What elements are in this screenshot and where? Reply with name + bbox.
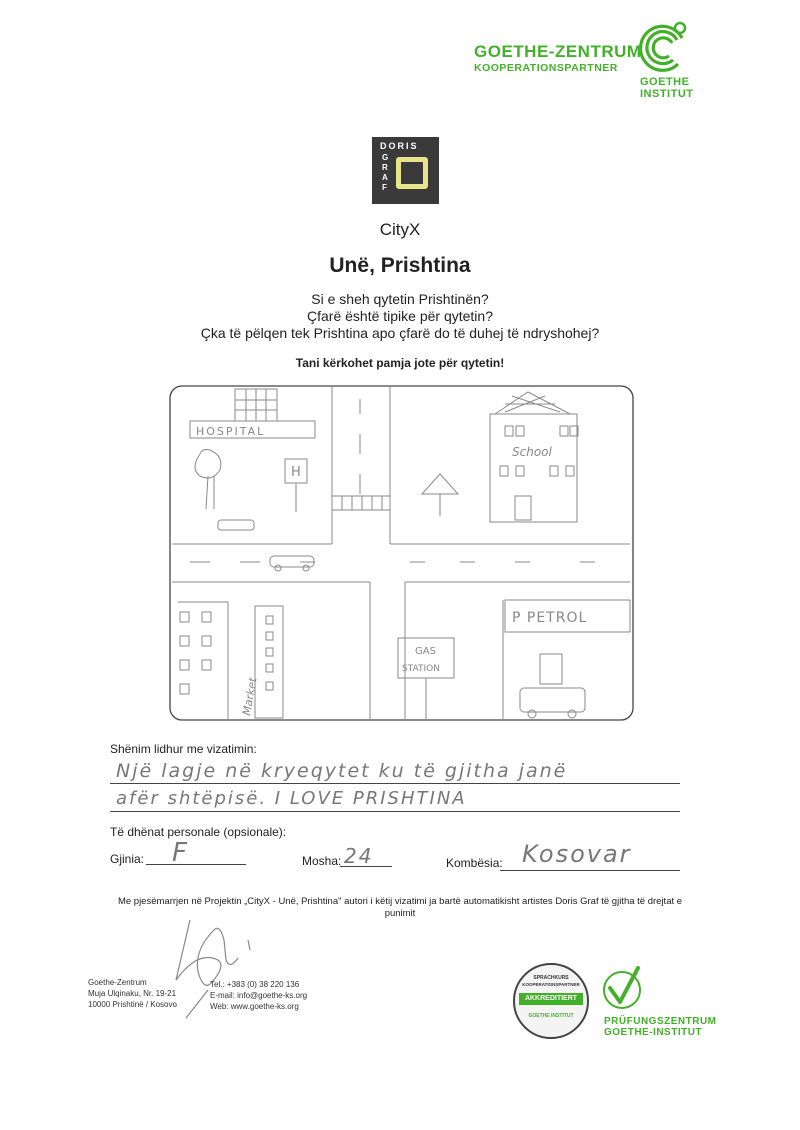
nationality-label: Kombësia:	[446, 856, 503, 870]
drawing-label-h: H	[291, 465, 301, 480]
age-underline	[340, 866, 392, 867]
gender-value[interactable]: F	[172, 838, 189, 868]
nationality-value[interactable]: Kosovar	[522, 840, 632, 868]
call-to-action: Tani kërkohet pamja jote për qytetin!	[295, 356, 505, 370]
footer-phone: Tel.: +383 (0) 38 220 136	[210, 980, 300, 989]
page-title: Unë, Prishtina	[329, 254, 471, 277]
question-2: Çfarë është tipike për qytetin?	[307, 308, 493, 324]
drawing-label-gas: GAS	[415, 646, 436, 657]
project-name: CityX	[379, 220, 421, 239]
goethe-institut-footer-label: GOETHE-INSTITUT	[604, 1027, 703, 1038]
footer-address-city: 10000 Prishtinë / Kosovo	[88, 1000, 177, 1009]
note-handwriting-line2[interactable]: afër shtëpisë. I LOVE PRISHTINA	[116, 788, 467, 809]
goethe-zentrum-name: GOETHE-ZENTRUM	[474, 42, 642, 61]
seal-text-bottom: GOETHE INSTITUT	[528, 1013, 574, 1019]
goethe-institut-name-line2: INSTITUT	[640, 88, 694, 100]
note-label: Shënim lidhur me vizatimin:	[110, 742, 257, 756]
logo-square-icon	[396, 157, 428, 189]
nationality-underline	[500, 870, 680, 871]
checkmark-icon	[600, 962, 646, 1012]
drawing-label-petrol: P PETROL	[512, 610, 588, 626]
question-1: Si e sheh qytetin Prishtinën?	[311, 291, 489, 307]
drawing-label-hospital: HOSPITAL	[196, 425, 266, 438]
gender-underline	[146, 864, 246, 865]
drawing-label-station: STATION	[402, 664, 440, 674]
rights-disclaimer: Me pjesëmarrjen në Projektin „CityX - Unë, Prishtina" autori i këtij vizatimi ja bartë automatikisht artistes Doris Graf të gjitha të drejtat e punimit	[117, 896, 683, 919]
doris-graf-logo	[372, 137, 439, 204]
pruefungszentrum-label: PRÜFUNGSZENTRUM	[604, 1016, 717, 1027]
age-value[interactable]: 24	[344, 844, 374, 868]
note-handwriting-line1[interactable]: Një lagje në kryeqytet ku të gjitha janë	[116, 760, 568, 782]
footer-email[interactable]: E-mail: info@goethe-ks.org	[210, 991, 308, 1000]
seal-text-mid: KOOPERATIONSPARTNER	[522, 982, 580, 987]
note-line-1	[110, 783, 680, 784]
footer-address-name: Goethe-Zentrum	[88, 978, 147, 987]
accreditation-seal	[513, 963, 589, 1039]
personal-data-label: Të dhënat personale (opsionale):	[110, 825, 287, 839]
drawing-label-school: School	[512, 445, 552, 459]
logo-letter-a: A	[382, 173, 388, 182]
drawing-frame	[160, 384, 640, 728]
question-3: Çka të pëlqen tek Prishtina apo çfarë do të duhej të ndryshohej?	[200, 325, 600, 341]
footer-website[interactable]: Web: www.goethe-ks.org	[210, 1002, 299, 1011]
note-line-2	[110, 811, 680, 812]
logo-letter-g: G	[382, 153, 389, 162]
gender-label: Gjinia:	[110, 852, 145, 866]
age-label: Mosha:	[302, 854, 342, 868]
goethe-institut-name-line1: GOETHE	[640, 76, 690, 88]
logo-letter-r: R	[382, 163, 388, 172]
goethe-logo-icon	[636, 18, 692, 78]
seal-text-top: SPRACHKURS	[533, 975, 569, 981]
kooperationspartner-label: KOOPERATIONSPARTNER	[474, 62, 618, 74]
seal-badge: AKKREDITIERT	[519, 993, 583, 1005]
logo-word-doris: DORIS	[380, 141, 419, 151]
drawing-label-market: Market	[240, 676, 260, 717]
footer-address-street: Muja Ulqinaku, Nr. 19-21	[88, 989, 177, 998]
logo-letter-f: F	[382, 183, 387, 192]
